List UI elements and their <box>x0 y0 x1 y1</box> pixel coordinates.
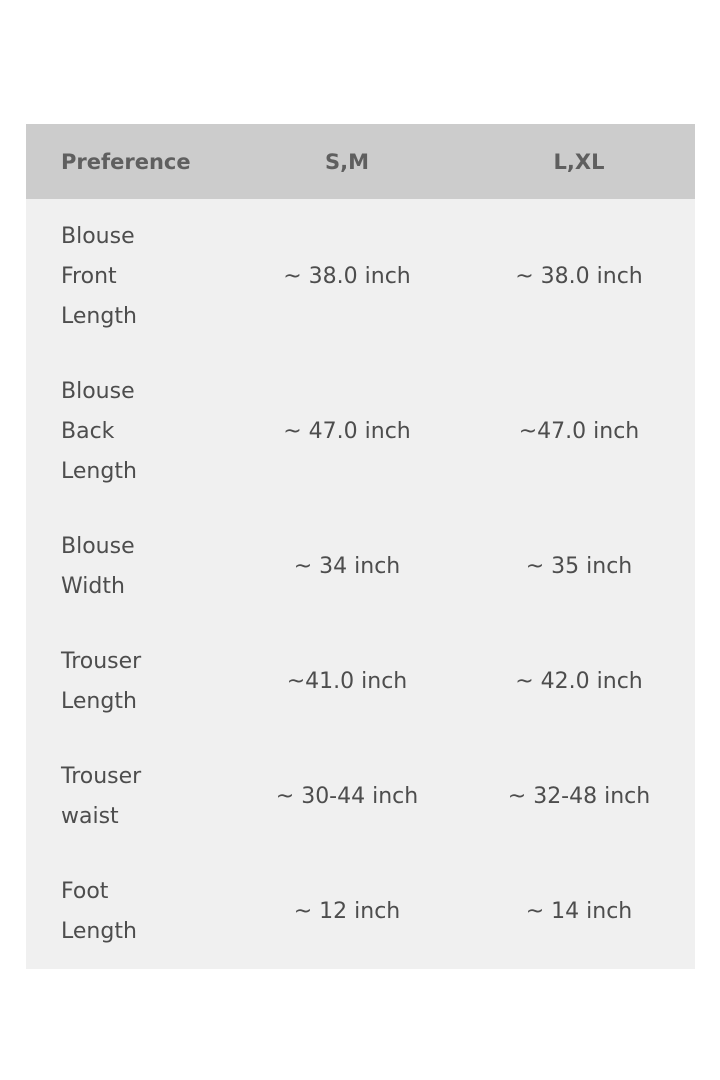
table-row <box>26 854 695 969</box>
row-label <box>26 854 231 969</box>
row-label-text: Blouse Back Length <box>61 378 137 484</box>
row-label-text: Blouse Front Length <box>61 223 137 329</box>
row-label <box>26 199 231 354</box>
row-label <box>26 739 231 854</box>
cell-lxl: ~ 32-48 inch <box>507 784 651 809</box>
cell-sm: ~41.0 inch <box>286 669 408 694</box>
table-row <box>26 509 695 624</box>
header-size-sm: S,M <box>325 149 369 174</box>
row-label-text: Blouse Width <box>61 533 135 599</box>
row-label-text: Foot Length <box>61 878 137 944</box>
cell-lxl: ~ 14 inch <box>525 899 633 924</box>
row-label <box>26 624 231 739</box>
cell-sm: ~ 30-44 inch <box>275 784 419 809</box>
table-row <box>26 739 695 854</box>
size-chart-table <box>26 124 695 969</box>
row-label <box>26 354 231 509</box>
cell-sm: ~ 34 inch <box>293 554 401 579</box>
cell-lxl: ~ 38.0 inch <box>515 264 643 289</box>
cell-lxl: ~ 35 inch <box>525 554 633 579</box>
header-size-lxl: L,XL <box>553 149 605 174</box>
header-preference: Preference <box>61 149 191 174</box>
header-row <box>26 124 695 199</box>
row-label-text: Trouser Length <box>61 648 142 714</box>
table-row <box>26 199 695 354</box>
cell-sm: ~ 12 inch <box>293 899 401 924</box>
row-label-text: Trouser waist <box>61 763 142 829</box>
size-table-grid <box>26 124 695 969</box>
table-body <box>26 199 695 969</box>
cell-sm: ~ 38.0 inch <box>283 264 411 289</box>
row-label <box>26 509 231 624</box>
cell-lxl: ~47.0 inch <box>518 419 640 444</box>
table-header <box>26 124 695 199</box>
cell-sm: ~ 47.0 inch <box>283 419 411 444</box>
table-row <box>26 354 695 509</box>
cell-lxl: ~ 42.0 inch <box>515 669 643 694</box>
table-row <box>26 624 695 739</box>
